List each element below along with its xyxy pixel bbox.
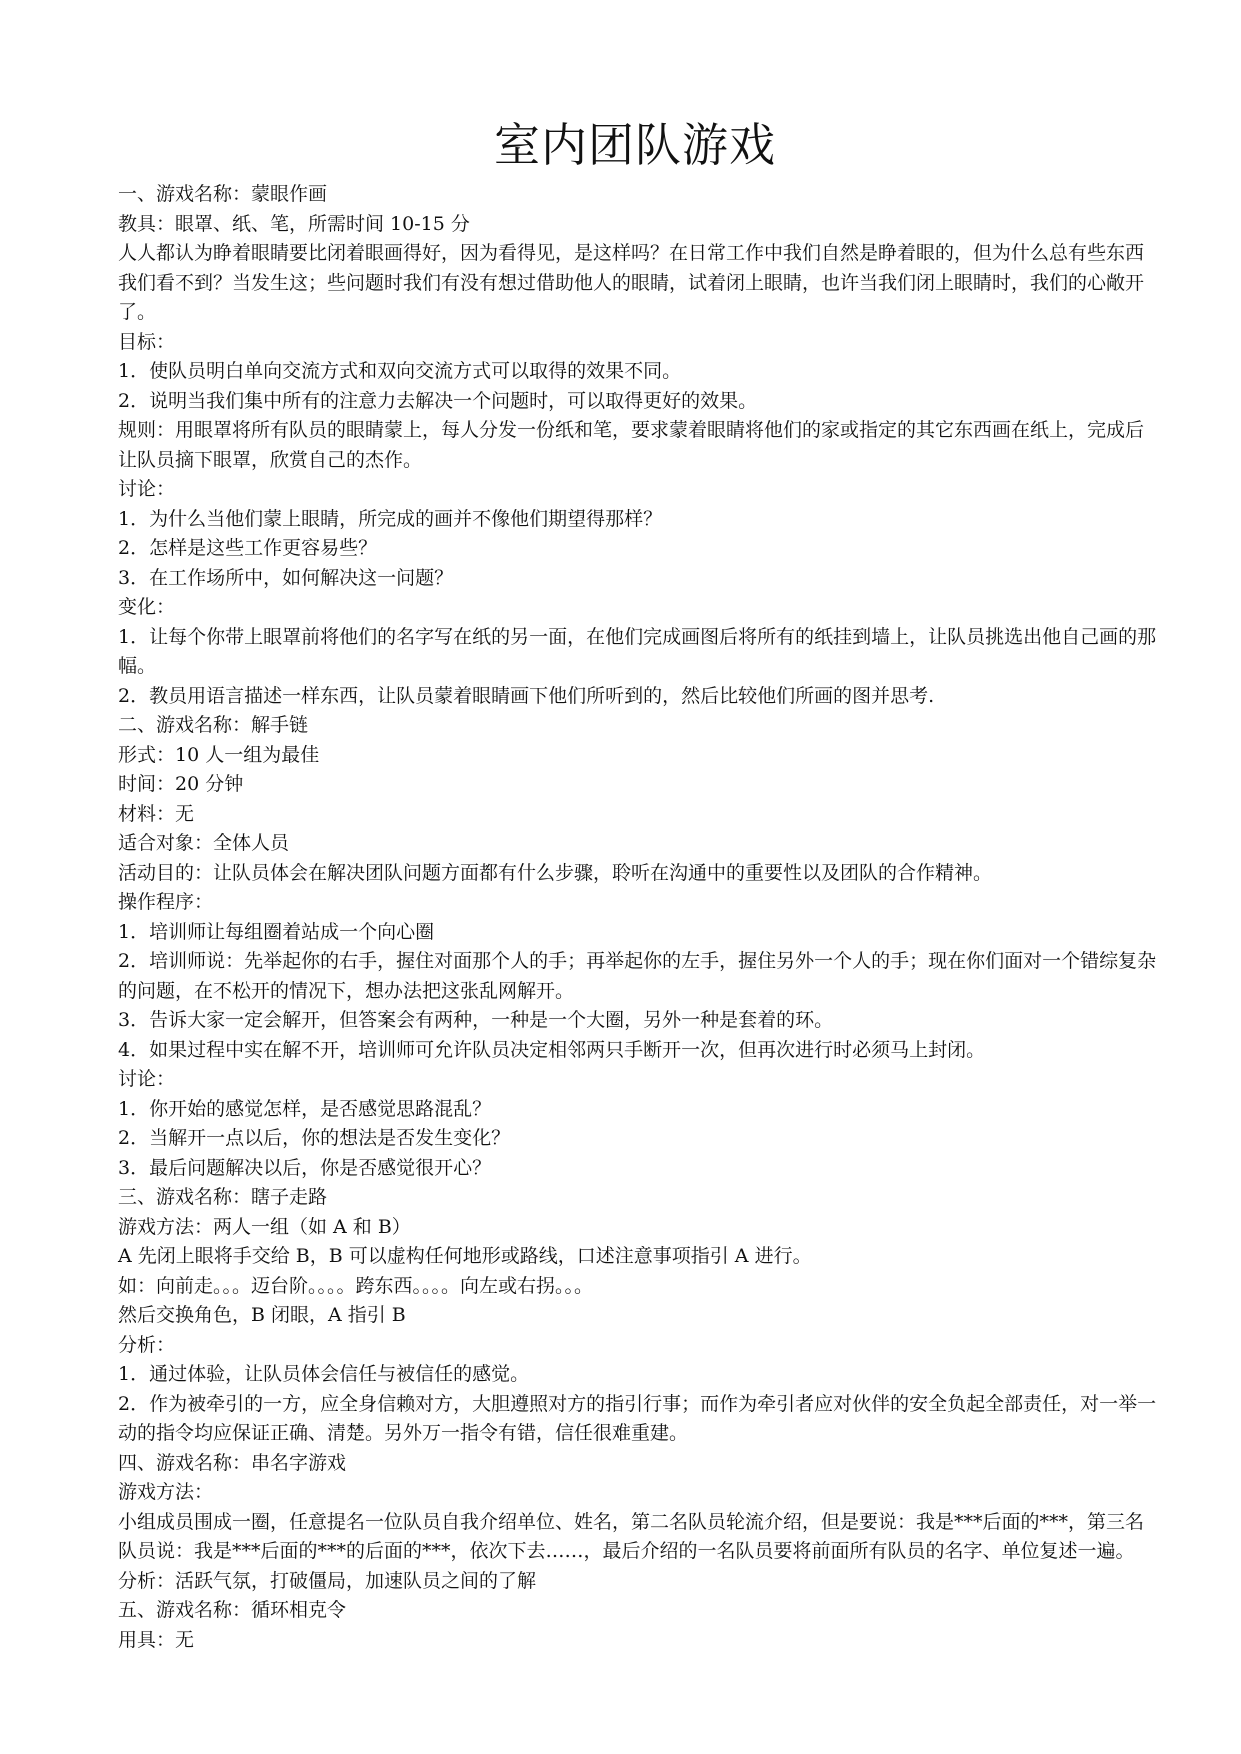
game3-step: A 先闭上眼将手交给 B，B 可以虚构任何地形或路线，口述注意事项指引 A 进行。 bbox=[118, 1245, 812, 1267]
game2-discussion-label: 讨论： bbox=[118, 1068, 176, 1090]
game1-goals-label: 目标： bbox=[118, 330, 176, 353]
game2-time: 时间：20 分钟 bbox=[118, 773, 244, 795]
document-title: 室内团队游戏 bbox=[494, 118, 776, 172]
game1-variation-item: 2．教员用语言描述一样东西，让队员蒙着眼睛画下他们所听到的，然后比较他们所画的图并思考. bbox=[118, 684, 935, 707]
game2-format: 形式：10 人一组为最佳 bbox=[118, 743, 320, 766]
game2-discussion-item: 2．当解开一点以后，你的想法是否发生变化？ bbox=[118, 1127, 511, 1149]
game2-procedure-item: 2．培训师说：先举起你的右手，握住对面那个人的手；再举起你的左手，握住另外一个人的手；现在你们面对一个错综复杂的问题，在不松开的情况下，想办法把这张乱网解开。 bbox=[118, 950, 1157, 1002]
game1-variation-label: 变化： bbox=[118, 596, 176, 618]
game3-analysis-label: 分析： bbox=[118, 1333, 176, 1356]
game2-procedure-item: 4．如果过程中实在解不开，培训师可允许队员决定相邻两只手断开一次，但再次进行时必须马上封闭。 bbox=[118, 1038, 986, 1061]
game1-goal-item: 1．使队员明白单向交流方式和双向交流方式可以取得的效果不同。 bbox=[118, 360, 682, 382]
game2-audience: 适合对象：全体人员 bbox=[118, 832, 290, 854]
game2-procedure-item: 3．告诉大家一定会解开，但答案会有两种，一种是一个大圈，另外一种是套着的环。 bbox=[118, 1009, 834, 1031]
game3-analysis-item: 2．作为被牵引的一方，应全身信赖对方，大胆遵照对方的指引行事；而作为牵引者应对伙伴的安全负起全部责任，对一举一动的指令均应保证正确、清楚。另外万一指令有错，信任很难重建。 bbox=[118, 1392, 1157, 1444]
game2-heading: 二、游戏名称：解手链 bbox=[118, 714, 309, 736]
game5-heading: 五、游戏名称：循环相克令 bbox=[118, 1599, 347, 1621]
game3-example: 如：向前走。。。迈台阶。。。。跨东西。。。。向左或右拐。。。 bbox=[118, 1274, 594, 1297]
game2-purpose: 活动目的：让队员体会在解决团队问题方面都有什么步骤，聆听在沟通中的重要性以及团队的合作精神。 bbox=[118, 861, 993, 884]
game4-method-paragraph: 小组成员围成一圈，任意提名一位队员自我介绍单位、姓名，第二名队员轮流介绍，但是要说：我是***后面的***，第三名队员说：我是***后面的***的后面的***，依次下去……，最后介绍的一名队员要将前面所有队员的名字、单位复述一遍。 bbox=[118, 1510, 1145, 1562]
game1-discussion-item: 3．在工作场所中，如何解决这一问题？ bbox=[118, 566, 454, 589]
game1-discussion-item: 2．怎样是这些工作更容易些？ bbox=[118, 537, 378, 559]
game2-materials: 材料：无 bbox=[118, 802, 195, 825]
game2-discussion-item: 3．最后问题解决以后，你是否感觉很开心？ bbox=[118, 1156, 492, 1179]
game1-intro-paragraph: 人人都认为睁着眼睛要比闭着眼画得好，因为看得见，是这样吗？在日常工作中我们自然是睁着眼的，但为什么总有些东西我们看不到？当发生这；些问题时我们有没有想过借助他人的眼睛，试着闭上眼睛，也许当我们闭上眼睛时，我们的心敞开了。 bbox=[118, 242, 1145, 323]
game2-discussion-item: 1．你开始的感觉怎样，是否感觉思路混乱？ bbox=[118, 1097, 492, 1120]
game1-discussion-label: 讨论： bbox=[118, 478, 176, 500]
game3-swap: 然后交换角色，B 闭眼，A 指引 B bbox=[118, 1304, 406, 1326]
game5-tools: 用具：无 bbox=[118, 1628, 195, 1651]
game3-heading: 三、游戏名称：瞎子走路 bbox=[118, 1186, 328, 1208]
document-body bbox=[118, 180, 1158, 1655]
game2-procedure-item: 1．培训师让每组圈着站成一个向心圈 bbox=[118, 920, 435, 943]
game1-heading: 一、游戏名称：蒙眼作画 bbox=[118, 183, 328, 205]
game1-discussion-item: 1．为什么当他们蒙上眼睛，所完成的画并不像他们期望得那样？ bbox=[118, 507, 663, 530]
game4-analysis: 分析：活跃气氛，打破僵局，加速队员之间的了解 bbox=[118, 1569, 537, 1592]
game1-materials: 教具：眼罩、纸、笔，所需时间 10-15 分 bbox=[118, 212, 470, 235]
game4-heading: 四、游戏名称：串名字游戏 bbox=[118, 1451, 347, 1474]
game3-analysis-item: 1．通过体验，让队员体会信任与被信任的感觉。 bbox=[118, 1363, 530, 1385]
game3-method: 游戏方法：两人一组（如 A 和 B） bbox=[118, 1215, 411, 1238]
game1-goal-item: 2．说明当我们集中所有的注意力去解决一个问题时，可以取得更好的效果。 bbox=[118, 389, 758, 412]
game2-procedure-label: 操作程序： bbox=[118, 891, 214, 913]
game1-rules-paragraph: 规则：用眼罩将所有队员的眼睛蒙上，每人分发一份纸和笔，要求蒙着眼睛将他们的家或指定的其它东西画在纸上，完成后让队员摘下眼罩，欣赏自己的杰作。 bbox=[118, 419, 1145, 471]
game1-variation-item: 1．让每个你带上眼罩前将他们的名字写在纸的另一面，在他们完成画图后将所有的纸挂到墙上，让队员挑选出他自己画的那幅。 bbox=[118, 625, 1157, 677]
game4-method-label: 游戏方法： bbox=[118, 1481, 214, 1503]
